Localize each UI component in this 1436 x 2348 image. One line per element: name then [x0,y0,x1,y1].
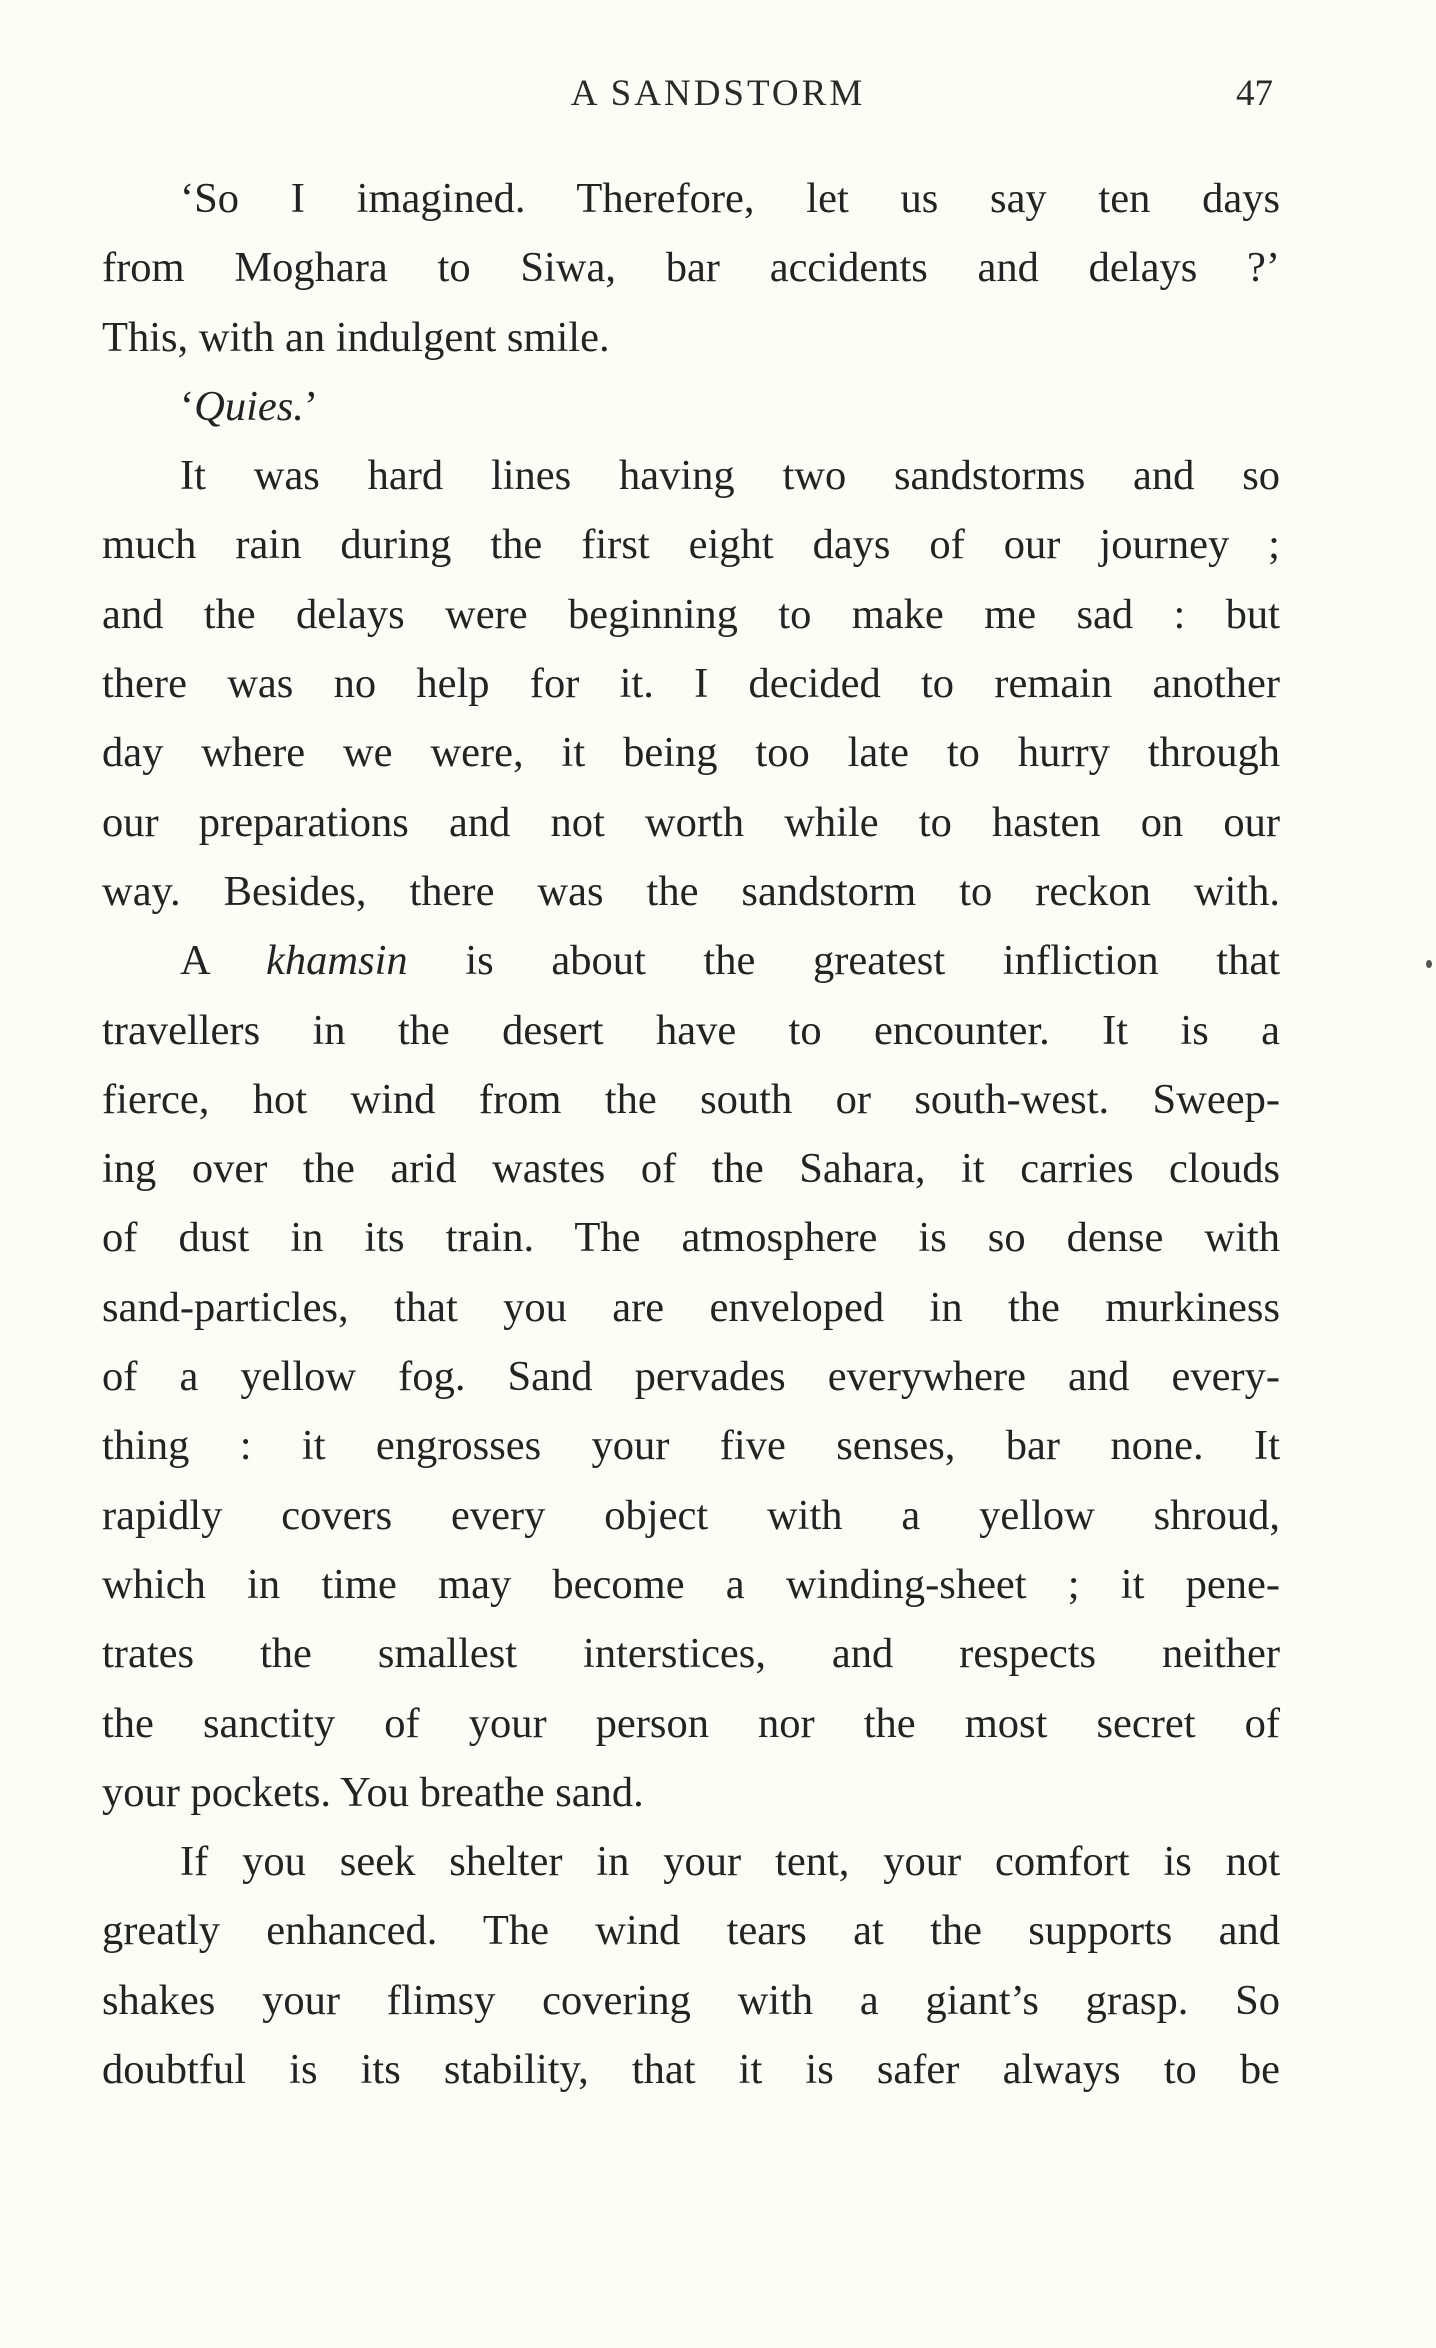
text-line: your pockets. You breathe sand. [102,1768,644,1816]
text-segment: is about the greatest infliction that [407,937,1280,985]
text-line: trates the smallest interstices, and respects neither [102,1630,1280,1678]
text-segment: ‘ [180,382,195,430]
margin-mark [1426,960,1432,968]
running-head [0,72,1436,122]
text-line: of dust in its train. The atmosphere is so dense with [102,1214,1280,1262]
body-text [102,164,1280,2104]
text-line: ‘So I imagined. Therefore, let us say ten days [180,175,1280,222]
page-number: 47 [1236,73,1273,114]
text-line: fierce, hot wind from the south or south-west. Sweep- [102,1075,1280,1123]
text-line [102,372,1280,441]
text-line: our preparations and not worth while to hasten on our [102,798,1280,846]
text-line: of a yellow fog. Sand pervades everywhere and every- [102,1353,1280,1401]
text-line: This, with an indulgent smile. [102,313,610,361]
text-line: day where we were, it being too late to hurry through [102,729,1280,777]
text-line: travellers in the desert have to encounter. It is a [102,1006,1280,1054]
text-segment: A [180,937,267,985]
text-line: If you seek shelter in your tent, your comfort is not [180,1838,1280,1886]
text-segment: ’ [303,382,319,430]
text-line: ing over the arid wastes of the Sahara, it carries clouds [102,1145,1280,1193]
text-line: It was hard lines having two sandstorms and so [180,452,1280,500]
text-line: rapidly covers every object with a yellow shroud, [102,1491,1280,1539]
text-line: shakes your flimsy covering with a giant’s grasp. So [102,1976,1280,2024]
text-line: which in time may become a winding-sheet ; it pene- [102,1560,1280,1608]
text-line: and the delays were beginning to make me sad : but [102,590,1280,638]
text-line: way. Besides, there was the sandstorm to reckon with. [102,867,1280,915]
text-line: sand-particles, that you are enveloped in the murkiness [102,1283,1280,1331]
text-line: thing : it engrosses your five senses, bar none. It [102,1422,1280,1470]
text-line: from Moghara to Siwa, bar accidents and delays ?’ [102,244,1280,292]
italic-word: Quies. [194,382,304,430]
running-title: A SANDSTORM [570,73,866,114]
italic-word: khamsin [266,937,408,985]
text-line: there was no help for it. I decided to remain another [102,660,1280,708]
text-line: greatly enhanced. The wind tears at the supports and [102,1907,1280,1955]
text-line: the sanctity of your person nor the most secret of [102,1699,1280,1747]
text-line: doubtful is its stability, that it is safer always to be [102,2046,1280,2094]
text-line: much rain during the first eight days of our journey ; [102,521,1280,569]
text-line [102,926,1280,995]
